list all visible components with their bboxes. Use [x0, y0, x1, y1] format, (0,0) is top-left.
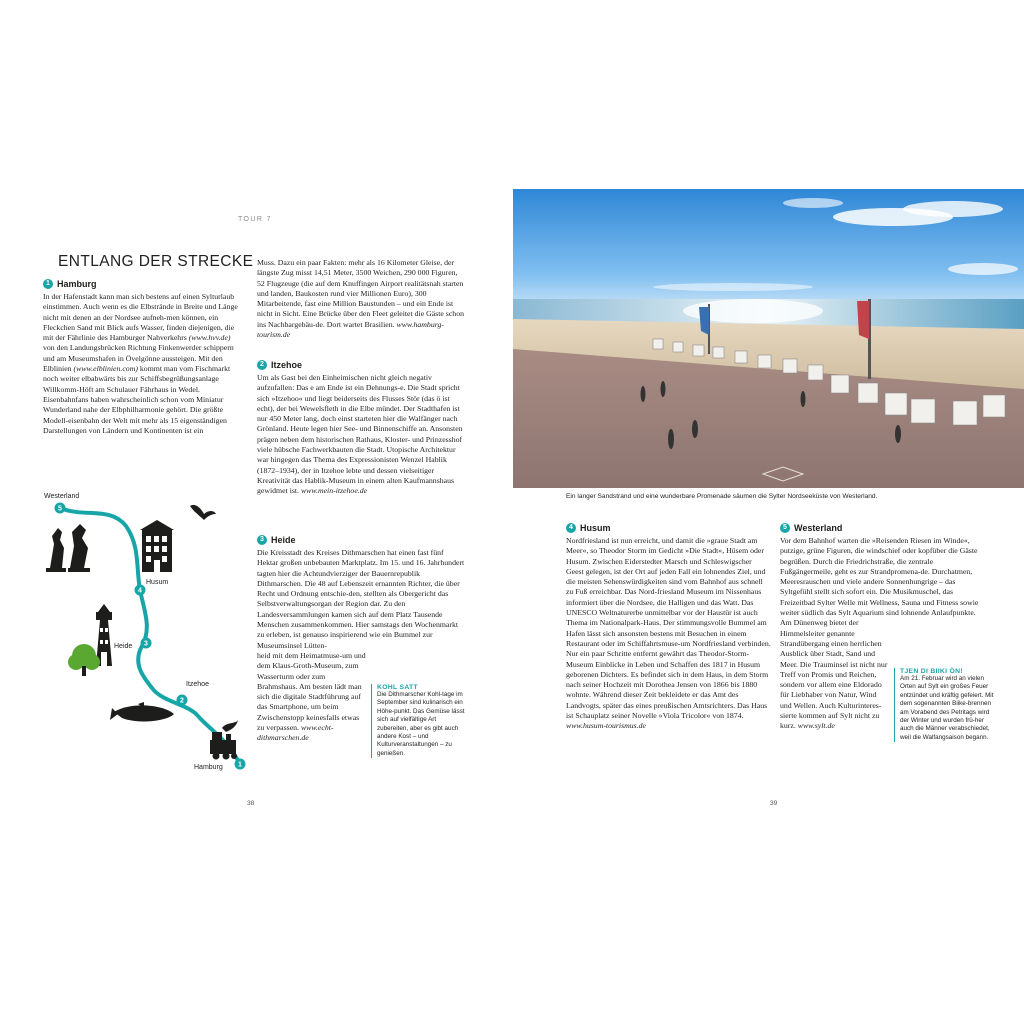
svg-text:2: 2	[180, 697, 184, 705]
beach-photo	[513, 189, 1024, 488]
westerland-title: Westerland	[794, 523, 843, 533]
hvv-link[interactable]: (www.hvv.de)	[188, 333, 231, 343]
svg-text:5: 5	[58, 505, 62, 513]
lighthouse-icon	[96, 604, 112, 666]
stop-marker-4	[135, 585, 146, 596]
stop-marker-1	[235, 759, 246, 770]
hamburg-text-a: In der Hafenstadt kann man sich bestens auf einen Sylturlaub einstimmen. Auch wenn es die Elbstrände in Breite und Länge nicht mit denen an der Nordsee aufneh-men können, ein Fleckchen Sand mit Blick aufs Wasser, finden diejenigen, die mit der Fährlinie des Hamburger Nahverkehrs	[43, 292, 238, 343]
hamburg-text-c: kommt man vom Fischmarkt noch weiter elbabwärts bis zur Schiffsbegrüßungsanlage Willkomm-Höft am Schulauer Fährhaus in Wedel. Eisenbahnfans haben wahrscheinlich schon vom Miniatur Wunderland nahe der Elbphilharmonie gehört. Die größte Modell-eisenbahn der Welt mit mehr als 15 eigenständigen Darstellungen von Ländern und Kontinenten ist ein	[43, 364, 231, 435]
itzehoe-title: Itzehoe	[271, 360, 303, 370]
map-label-itzehoe: Itzehoe	[186, 681, 209, 688]
husum-heading	[566, 522, 771, 534]
itzehoe-heading	[257, 359, 465, 371]
townhouse-icon	[140, 520, 174, 572]
section-husum	[566, 522, 771, 732]
sidebar-text-biike: Am 21. Februar wird an vielen Orten auf Sylt ein großes Feuer entzündet und kräftig gefeiert. Mit dem sogenannten Biike-brennen am Vorabend des Petritags wird der Winter und wurden frü-her auch die Männer verabschiedet, weil die Walfangsaison begann.	[900, 675, 994, 741]
stop-number-1: 1	[43, 279, 53, 289]
stop-number-5: 5	[780, 523, 790, 533]
westerland-text-narrow	[780, 629, 888, 732]
sylt-link[interactable]: www.sylt.de	[797, 721, 835, 731]
bird-icon	[190, 505, 216, 520]
stop-marker-5	[55, 503, 66, 514]
tour-label: TOUR 7	[238, 216, 272, 223]
husum-body: Nordfriesland ist nun erreicht, und damit die »graue Stadt am Meer«, so Theodor Storm im Gedicht »Die Stadt«, Hüsem oder Husum. Zwischen Eiderstedter Marsch und Schleswigscher Geest gelegen, ist der Ort auf jeden Fall ein lohnendes Ziel, und die meisten Sehenswürdigkeiten sind vom Bahnhof aus schnell zu Fuß erreichbar. Das Nord-friesland Museum im Nissenhaus informiert über die Nordsee, die Halligen und das Watt. Das UNESCO Weltnaturerbe unmittelbar vor der Haustür ist auch Thema im Nationalpark-Haus. Der stimmungsvolle Bummel am Hafen lässt sich ansonsten bestens mit Besuchen in einem Restaurant oder im Schiffahrtsmuse-um Nordfriesland verbinden. Nur ein paar Schritte entfernt gewährt das Theodor-Storm-Museum Einblicke in Leben und Schaffen des 1817 in Husum geborenen Dichters. Es befindet sich in dem Haus, in dem Storm nach seiner Hochzeit mit Dorothea Jensen von 1866 bis 1880 wohnte. Während dieser Zeit bekleidete er das Amt des Landvogts, später das eines preußischen Amtsrichters. Das Haus ist Schauplatz seiner Novelle »Viola Tricolor« von 1874.	[566, 536, 771, 721]
itzehoe-link[interactable]: www.mein-itzehoe.de	[300, 486, 368, 496]
sidebar-title-biike: TJEN DI BIIKI ÖN!	[900, 668, 963, 675]
photo-caption: Ein langer Sandstrand und eine wunderbare Promenade säumen die Sylter Nordseeküste von Westerland.	[566, 493, 878, 500]
statues-icon	[46, 524, 90, 572]
map-label-hamburg: Hamburg	[194, 764, 223, 771]
map-label-westerland: Westerland	[44, 493, 80, 500]
stop-marker-3	[141, 638, 152, 649]
westerland-text: Vor dem Bahnhof warten die »Reisenden Riesen im Winde«, putzige, grüne Figuren, die windschief oder kopfüber die Gäste begrüßen. Durch die Friedrichstraße, die zentrale Fußgängermeile, geht es zur Strandpromena-de. Durchatmen, Meeresrauschen und viele andere Sonnenhungrige – das Syltgefühl stellt sich sofort ein. Die Musikmuschel, das Freizeitbad Sylter Welle mit Wellness, Sauna und Fitness sowie weiter südlich das Sylt Aquarium sind lohnende Anlaufpunkte. Am Dünenweg bietet der	[780, 536, 979, 628]
heide-heading	[257, 534, 465, 546]
westerland-heading	[780, 522, 980, 534]
stop-marker-2	[177, 695, 188, 706]
husum-text	[566, 536, 771, 732]
hamburg-tourism-link[interactable]: www.hamburg-tourism.de	[257, 319, 444, 340]
whale-icon	[110, 702, 174, 721]
hamburg-text-b: von den Landungsbrücken Richtung Finkenwerder schippern und am Museumshafen in Övelgönne aussteigen. Mit den Elblinien	[43, 343, 234, 374]
stop-number-3: 3	[257, 535, 267, 545]
elblinien-link[interactable]: (www.elblinien.com)	[73, 364, 138, 374]
section-title: ENTLANG DER STRECKE	[58, 253, 254, 270]
stop-number-2: 2	[257, 360, 267, 370]
stop-number-4: 4	[566, 523, 576, 533]
hamburg-text-cont: Muss. Dazu ein paar Fakten: mehr als 16 Kilometer Gleise, der längste Zug misst 14,51 Meter, 3500 Weichen, 290 000 Figuren, 52 Flugzeuge (die auf dem Knuffingen Airport realitätsnah starten und landen, Baukosten rund vier Millionen Euro), 300 Mitarbeitende, fast eine Million Baustunden – und ein Ende ist nicht in Sicht. Eine Brücke über den Fleet geleitet die Gäste schon ins Nachbargebäu-de. Dort wartet Brasilien.	[257, 258, 464, 329]
sidebar-title-kohl: KOHL SATT	[377, 684, 418, 691]
route-map	[40, 488, 262, 778]
svg-text:1: 1	[238, 761, 242, 769]
section-hamburg	[43, 278, 243, 436]
hamburg-text-continued	[257, 258, 465, 340]
hamburg-text	[43, 292, 243, 436]
husum-link[interactable]: www.husum-tourismus.de	[566, 721, 646, 731]
tree-icon	[68, 644, 100, 676]
heide-title: Heide	[271, 535, 296, 545]
hamburg-heading	[43, 278, 243, 290]
sidebar-text-kohl: Die Dithmarscher Kohl-tage im September sind kulinarisch ein Höhe-punkt. Das Gemüse lässt sich auf vielfältige Art zubereiten, aber es gibt auch andere Kost – und Kulturveranstaltungen – zu genießen.	[377, 691, 465, 757]
heide-body-narrow: heid mit dem Heimatmuse-um und dem Klaus-Groth-Museum, zum Wasserturm oder zum Brahmshaus. Am besten lädt man sich die digitale Stadtführung auf das Smartphone, um beim Zwischenstopp keinesfalls etwas zu verpassen.	[257, 650, 366, 733]
dithmarschen-link[interactable]: www.echt-dithmarschen.de	[257, 723, 334, 743]
map-label-heide: Heide	[114, 643, 133, 650]
westerland-body-narrow: Himmelsleiter genannte Strandübergang einen herrlichen Ausblick über Stadt, Sand und Meer. Die Trauminsel ist nicht nur Treff von Promis und Reichen, sondern vor allem eine Eldorado für Liebhaber von Natur, Wind und Wellen. Auch Kulturinteres-sierte kommen auf Sylt nicht zu kurz.	[780, 628, 888, 731]
itzehoe-text	[257, 373, 465, 497]
itzehoe-body: Um als Gast bei den Einheimischen nicht gleich negativ aufzufallen: Das e am Ende ist ein Dehnungs-e. Die Stadt spricht sich »Itzehoo« und liegt beiderseits des Flusses Stör (das ö ist echt), der bei Wewelsfleth in die Elbe mündet. Der Stadthafen ist nur 450 Meter lang, doch einst starteten hier die Walfänger nach Grönland. Heute legen hier See- und Binnenschiffe an. Ansonsten prägen neben dem historischen Rathaus, Kloster- und Prinzesshof viele hübsche Fachwerkbauten die Stadt. Utopische Architektur war hingegen das Thema des Expressionisten Wenzel Hablik (1872–1934), der in Itzehoe lebte und dessen vielseitiger Kreativität das Hablik-Museum in einem alten Kaufmannshaus gewidmet ist.	[257, 373, 463, 496]
svg-text:3: 3	[144, 640, 148, 648]
map-label-husum: Husum	[146, 579, 169, 586]
svg-text:4: 4	[138, 587, 142, 595]
sidebar-kohl-satt	[371, 684, 467, 758]
page-number-left: 38	[247, 800, 255, 807]
heide-text: Die Kreisstadt des Kreises Dithmarschen hat einen fast fünf Hektar großen unbebauten Marktplatz. Im 15. und 16. Jahrhundert tagten hier die Achtundvierziger der Bauernrepublik Dithmarschen. Die 48 auf Lebenszeit ernannten Richter, die über Recht und Ordnung entschie-den, stellten als Obergericht das Selbstverwaltungsorgan der Region dar. Zu den Landesversammlungen kamen sich auf dem Platz Tausende Menschen zusammenkommen. Hier samstags den Wochenmarkt zu erleben, ist genauso inspirierend wie ein Bummel zur Museumsinsel Lütten-	[257, 548, 465, 650]
heide-text-narrow	[257, 651, 367, 744]
page-number-right: 39	[770, 800, 778, 807]
hamburg-title: Hamburg	[57, 279, 97, 289]
husum-title: Husum	[580, 523, 611, 533]
section-itzehoe	[257, 359, 465, 497]
sidebar-biikebrennen	[894, 668, 996, 742]
